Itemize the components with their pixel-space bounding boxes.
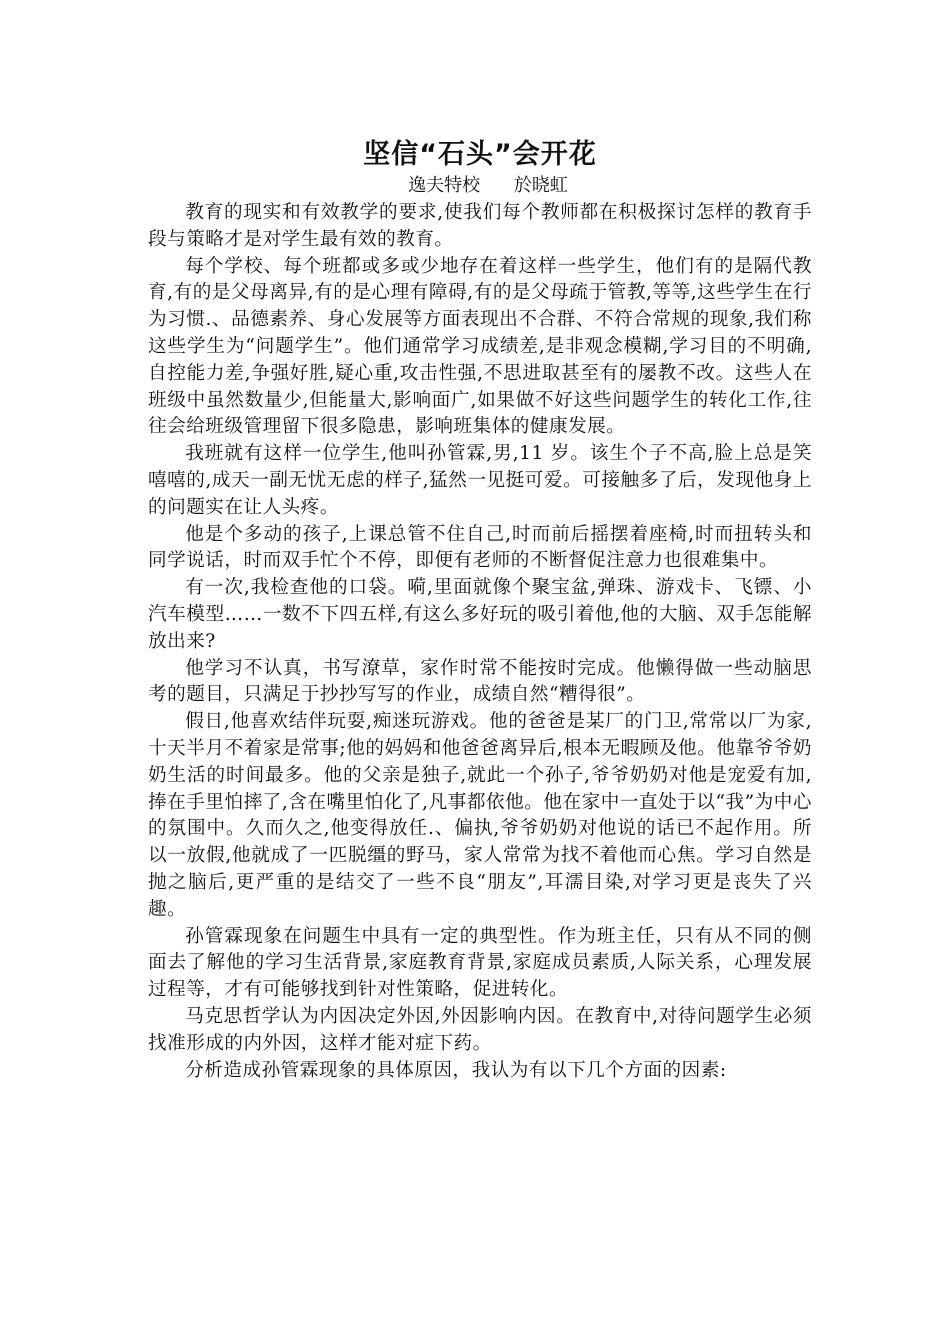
author-school: 逸夫特校: [408, 175, 481, 196]
paragraph: 马克思哲学认为内因决定外因,外因影响内因。在教育中,对待问题学生必须找准形成的内外因，这样才能对症下药。: [148, 1005, 812, 1054]
paragraph: 孙管霖现象在问题生中具有一定的典型性。作为班主任，只有从不同的侧面去了解他的学习生活背景,家庭教育背景,家庭成员素质,人际关系，心理发展过程等，才有可能够找到针对性策略，促进转化。: [148, 925, 812, 1001]
paragraph: 他是个多动的孩子,上课总管不住自己,时而前后摇摆着座椅,时而扭转头和同学说话，时而双手忙个不停，即便有老师的不断督促注意力也很难集中。: [148, 523, 812, 572]
article-body: [148, 200, 812, 1084]
paragraph: 他学习不认真，书写潦草，家作时常不能按时完成。他懒得做一些动脑思考的题目，只满足于抄抄写写的作业，成绩自然“糟得很”。: [148, 657, 812, 706]
paragraph: 我班就有这样一位学生,他叫孙管霖,男,11 岁。该生个子不高,脸上总是笑嘻嘻的,成天一副无忧无虑的样子,猛然一见挺可爱。可接触多了后，发现他身上的问题实在让人头疼。: [148, 443, 812, 518]
paragraph: 教育的现实和有效教学的要求,使我们每个教师都在积极探讨怎样的教育手段与策略才是对学生最有效的教育。: [148, 202, 812, 250]
document-title: 坚信“石头”会开花: [363, 139, 597, 170]
author-name: 於晓虹: [513, 175, 568, 196]
document-page: [148, 136, 812, 1084]
byline: [148, 174, 812, 198]
paragraph: 每个学校、每个班都或多或少地存在着这样一些学生，他们有的是隔代教育,有的是父母离异,有的是心理有障碍,有的是父母疏于管教,等等,这些学生在行为习惯.、品德素养、身心发展等方面表现出不合群、不符合常规的现象,我们称这些学生为“问题学生”。他们通常学习成绩差,是非观念模糊,学习目的不明确,自控能力差,争强好胜,疑心重,攻击性强,不思进取甚至有的屡教不改。这些人在班级中虽然数量少,但能量大,影响面广,如果做不好这些问题学生的转化工作,往往会给班级管理留下很多隐患，影响班集体的健康发展。: [148, 255, 812, 438]
paragraph: 假日,他喜欢结伴玩耍,痴迷玩游戏。他的爸爸是某厂的门卫,常常以厂为家,十天半月不着家是常事;他的妈妈和他爸爸离异后,根本无暇顾及他。他靠爷爷奶奶生活的时间最多。他的父亲是独子,就此一个孙子,爷爷奶奶对他是宠爱有加,捧在手里怕摔了,含在嘴里怕化了,凡事都依他。他在家中一直处于以“我”为中心的氛围中。久而久之,他变得放任.、偏执,爷爷奶奶对他说的话已不起作用。所以一放假,他就成了一匹脱缰的野马，家人常常为找不着他而心焦。学习自然是抛之脑后,更严重的是结交了一些不良“朋友”,耳濡目染,对学习更是丧失了兴趣。: [148, 711, 812, 920]
paragraph: 分析造成孙管霖现象的具体原因，我认为有以下几个方面的因素:: [185, 1059, 727, 1081]
paragraph: 有一次,我检查他的口袋。嗬,里面就像个聚宝盆,弹珠、游戏卡、飞镖、小汽车模型……一数不下四五样,有这么多好玩的吸引着他,他的大脑、双手怎能解放出来?: [148, 577, 812, 652]
